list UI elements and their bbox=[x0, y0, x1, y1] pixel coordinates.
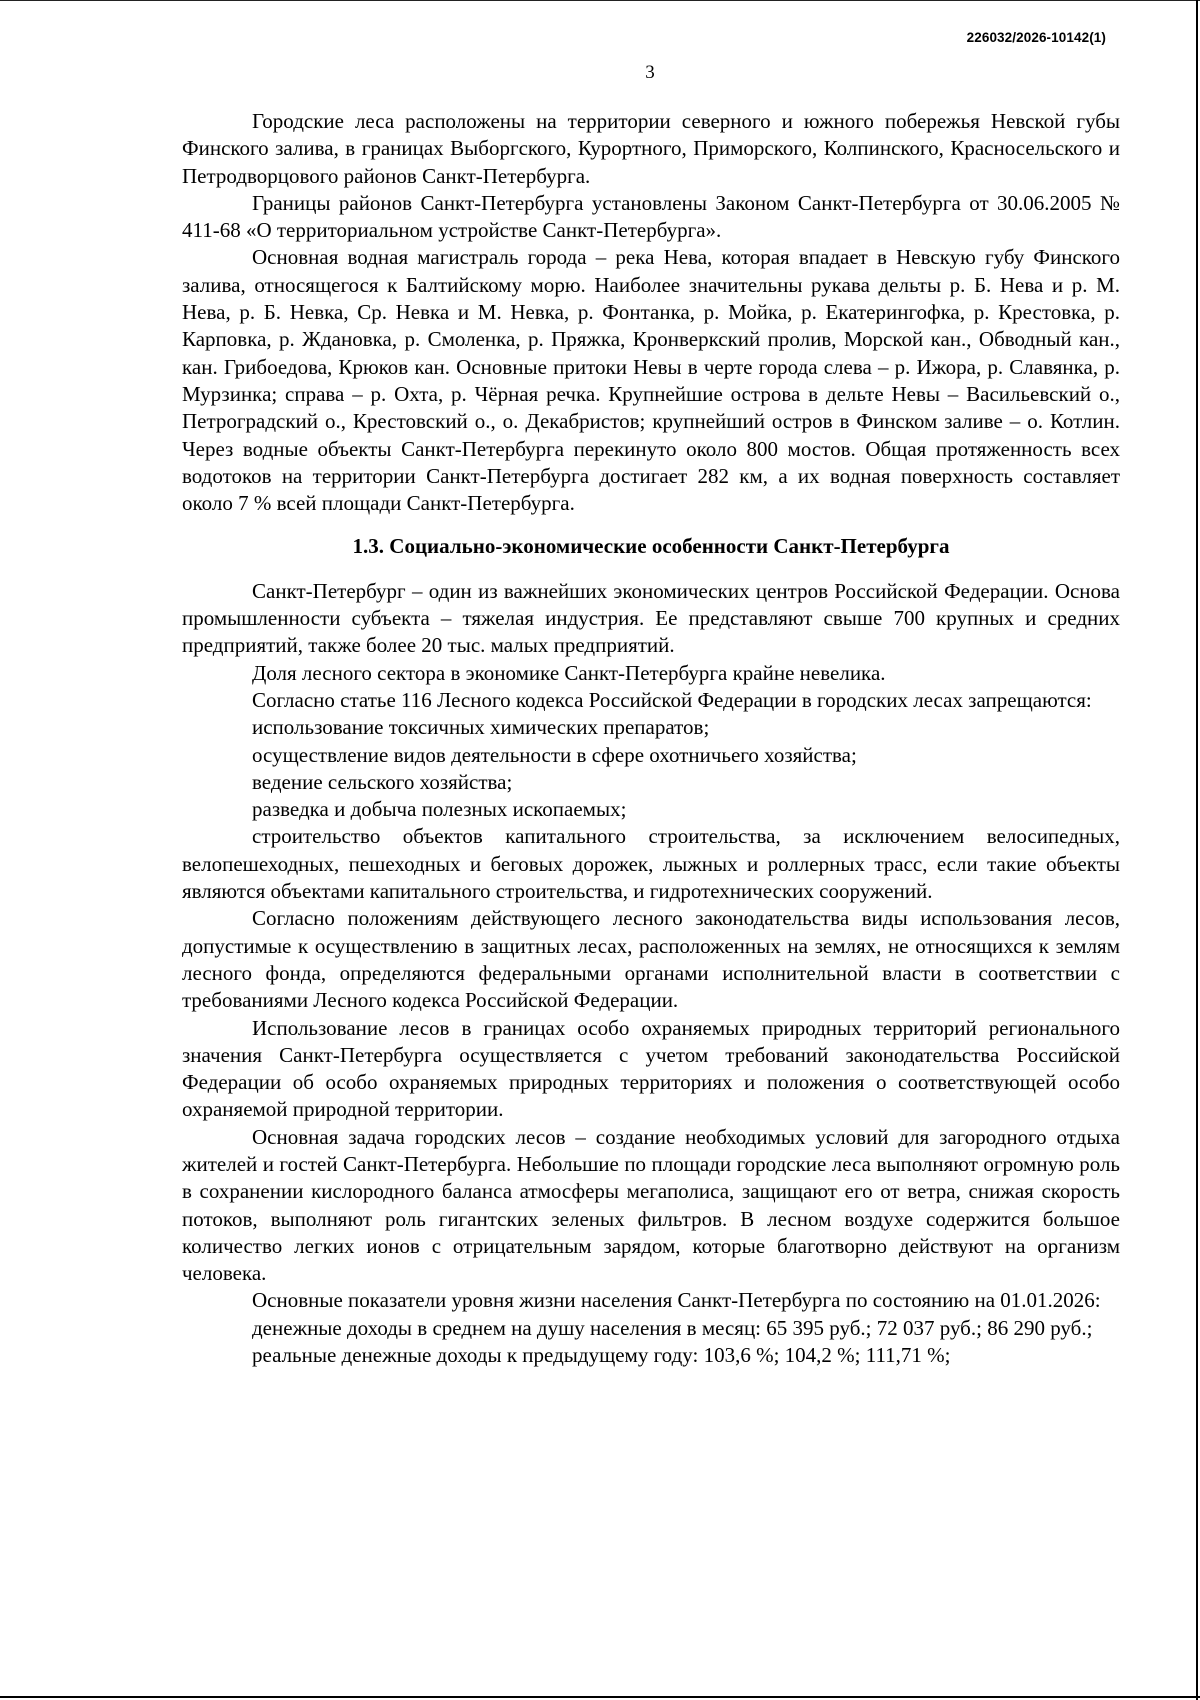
document-body bbox=[182, 108, 1120, 1369]
list-item: использование токсичных химических препаратов; bbox=[252, 715, 710, 740]
list-item: разведка и добыча полезных ископаемых; bbox=[252, 797, 627, 822]
paragraph-forest-purpose: Основная задача городских лесов – создание необходимых условий для загородного отдыха жителей и гостей Санкт-Петербурга. Небольшие по площади городские леса выполняют огромную роль в сохранении кислородного баланса атмосферы мегаполиса, защищают его от ветра, снижая скорость потоков, выполняют роль гигантских зеленых фильтров. В лесном воздухе содержится большое количество легких ионов с отрицательным зарядом, которые благотворно действуют на организм человека. bbox=[182, 1124, 1120, 1286]
paragraph-living-standards: Основные показатели уровня жизни населения Санкт-Петербурга по состоянию на 01.01.2026: bbox=[252, 1288, 1101, 1313]
list-item: ведение сельского хозяйства; bbox=[252, 769, 513, 794]
page-top-edge bbox=[0, 0, 1200, 1]
section-heading: 1.3. Социально-экономические особенности Санкт-Петербурга bbox=[352, 534, 950, 559]
paragraph-protected-areas: Использование лесов в границах особо охраняемых природных территорий регионального значения Санкт-Петербурга осуществляется с учетом требований законодательства Российской Федерации об особо охраняемых природных территориях и положения о соответствующей особо охраняемой природной территории. bbox=[182, 1015, 1120, 1122]
paragraph-district-borders: Границы районов Санкт-Петербурга установлены Законом Санкт-Петербурга от 30.06.2005 № 411-68 «О территориальном устройстве Санкт-Петербурга». bbox=[182, 190, 1120, 243]
paragraph-real-income: реальные денежные доходы к предыдущему году: 103,6 %; 104,2 %; 111,71 %; bbox=[252, 1343, 951, 1368]
paragraph-economy: Санкт-Петербург – один из важнейших экономических центров Российской Федерации. Основа промышленности субъекта – тяжелая индустрия. Ее представляют свыше 700 крупных и средних предприятий, также более 20 тыс. малых предприятий. bbox=[182, 578, 1120, 658]
paragraph-forest-code: Согласно статье 116 Лесного кодекса Российской Федерации в городских лесах запрещаются: bbox=[252, 687, 1092, 712]
paragraph-city-forests: Городские леса расположены на территории северного и южного побережья Невской губы Финского залива, в границах Выборгского, Курортного, Приморского, Колпинского, Красносельского и Петродворцового районов Санкт-Петербурга. bbox=[182, 109, 1120, 188]
paragraph-water-system: Основная водная магистраль города – река Нева, которая впадает в Невскую губу Финского залива, относящегося к Балтийскому морю. Наиболее значительны рукава дельты р. Б. Нева и р. М. Нева, р. Б. Невка, Ср. Невка и М. Невка, р. Фонтанка, р. Мойка, р. Екатерингофка, р. Крестовка, р. Карповка, р. Ждановка, р. Смоленка, р. Пряжка, Кронверкский пролив, Морской кан., Обводный кан., кан. Грибоедова, Крюков кан. Основные притоки Невы в черте города слева – р. Ижора, р. Славянка, р. Мурзинка; справа – р. Охта, р. Чёрная речка. Крупнейшие острова в дельте Невы – Васильевский о., Петроградский о., Крестовский о., о. Декабристов; крупнейший остров в Финском заливе – о. Котлин. Через водные объекты Санкт-Петербурга перекинуто около 800 мостов. Общая протяженность всех водотоков на территории Санкт-Петербурга достигает 282 км, а их водная поверхность составляет около 7 % всей площади Санкт-Петербурга. bbox=[182, 245, 1120, 516]
page-number: 3 bbox=[645, 62, 655, 83]
paragraph-legislation: Согласно положениям действующего лесного законодательства виды использования лесов, допустимые к осуществлению в защитных лесах, расположенных на землях, не относящихся к землям лесного фонда, определяются федеральными органами исполнительной власти в соответствии с требованиями Лесного кодекса Российской Федерации. bbox=[182, 906, 1120, 1013]
list-item: строительство объектов капитального строительства, за исключением велосипедных, велопешеходных, пешеходных и беговых дорожек, лыжных и роллерных трасс, если такие объекты являются объектами капитального строительства, и гидротехнических сооружений. bbox=[182, 824, 1120, 904]
document-id: 226032/2026-10142(1) bbox=[966, 30, 1106, 45]
list-item: осуществление видов деятельности в сфере охотничьего хозяйства; bbox=[252, 742, 857, 767]
paragraph-income: денежные доходы в среднем на душу населения в месяц: 65 395 руб.; 72 037 руб.; 86 290 руб.; bbox=[252, 1315, 1093, 1340]
page-right-border bbox=[1196, 0, 1198, 1700]
page-bottom-border bbox=[0, 1696, 1200, 1698]
paragraph-forest-sector: Доля лесного сектора в экономике Санкт-Петербурга крайне невелика. bbox=[252, 660, 886, 685]
